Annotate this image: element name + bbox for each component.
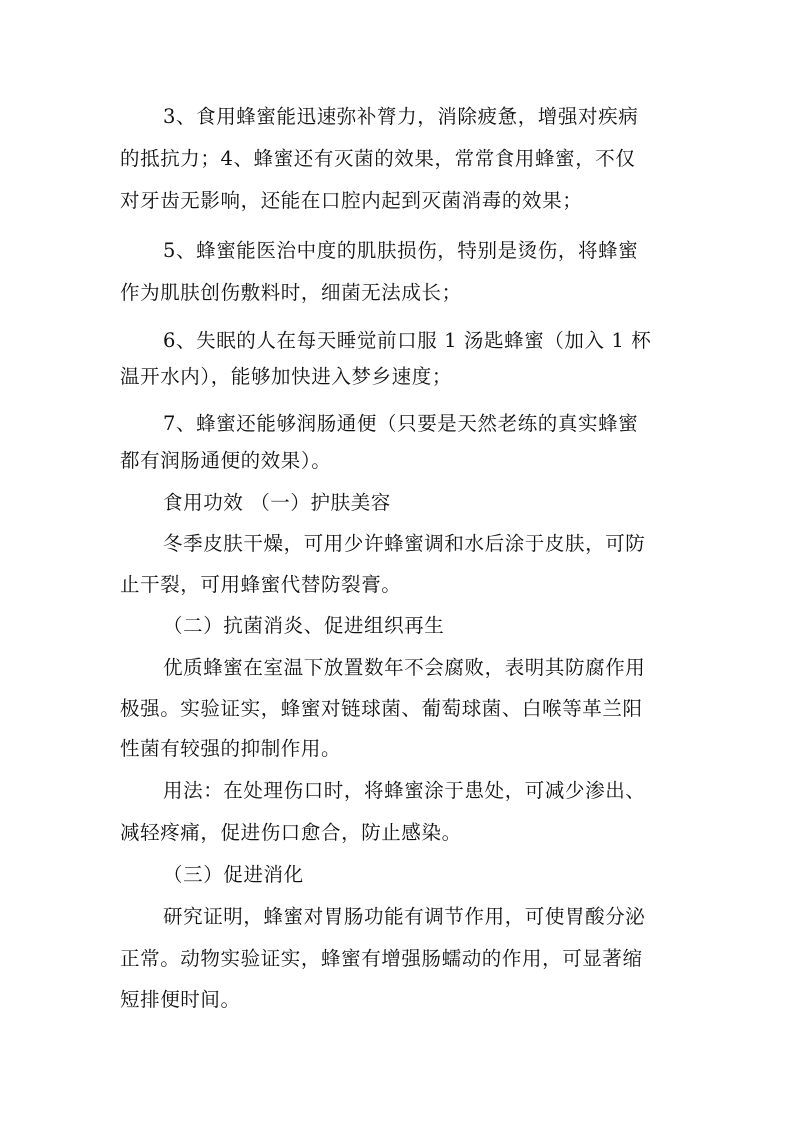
section-heading: （二）抗菌消炎、促进组织再生 (163, 614, 445, 637)
text-line: 正常。动物实验证实，蜂蜜有增强肠蠕动的作用，可显著缩 (120, 947, 643, 970)
text-line: 优质蜂蜜在室温下放置数年不会腐败，表明其防腐作用 (163, 656, 646, 679)
text-line: 5、蜂蜜能医治中度的肌肤损伤，特别是烫伤，将蜂蜜 (163, 239, 639, 262)
text-line: 温开水内），能够加快进入梦乡速度； (120, 365, 452, 388)
text-line: 3、食用蜂蜜能迅速弥补膂力，消除疲惫，增强对疾病 (163, 105, 639, 128)
text-line: 减轻疼痛，促进伤口愈合，防止感染。 (120, 821, 462, 844)
text-line: 冬季皮肤干燥，可用少许蜂蜜调和水后涂于皮肤，可防 (163, 532, 646, 555)
text-line: 对牙齿无影响，还能在口腔内起到灭菌消毒的效果； (120, 189, 583, 212)
text-line: 作为肌肤创伤敷料时，细菌无法成长； (120, 281, 462, 304)
text-line: 研究证明，蜂蜜对胃肠功能有调节作用，可使胃酸分泌 (163, 905, 646, 928)
text-line: 性菌有较强的抑制作用。 (120, 737, 342, 760)
text-line: 极强。实验证实，蜂蜜对链球菌、葡萄球菌、白喉等革兰阳 (120, 697, 643, 720)
text-line: 短排便时间。 (120, 988, 241, 1011)
section-heading: 食用功效 （一）护肤美容 (163, 491, 391, 514)
text-line: 6、失眠的人在每天睡觉前口服 1 汤匙蜂蜜（加入 1 杯 (163, 329, 652, 352)
text-line: 7、蜂蜜还能够润肠通便（只要是天然老练的真实蜂蜜 (163, 412, 639, 435)
text-line: 都有润肠通便的效果）。 (120, 449, 332, 472)
text-line: 的抵抗力；4、蜂蜜还有灭菌的效果，常常食用蜂蜜，不仅 (120, 147, 636, 170)
text-line: 止干裂，可用蜂蜜代替防裂膏。 (120, 573, 402, 596)
text-line: 用法：在处理伤口时，将蜂蜜涂于患处，可减少渗出、 (163, 779, 646, 802)
section-heading: （三）促进消化 (163, 863, 304, 886)
